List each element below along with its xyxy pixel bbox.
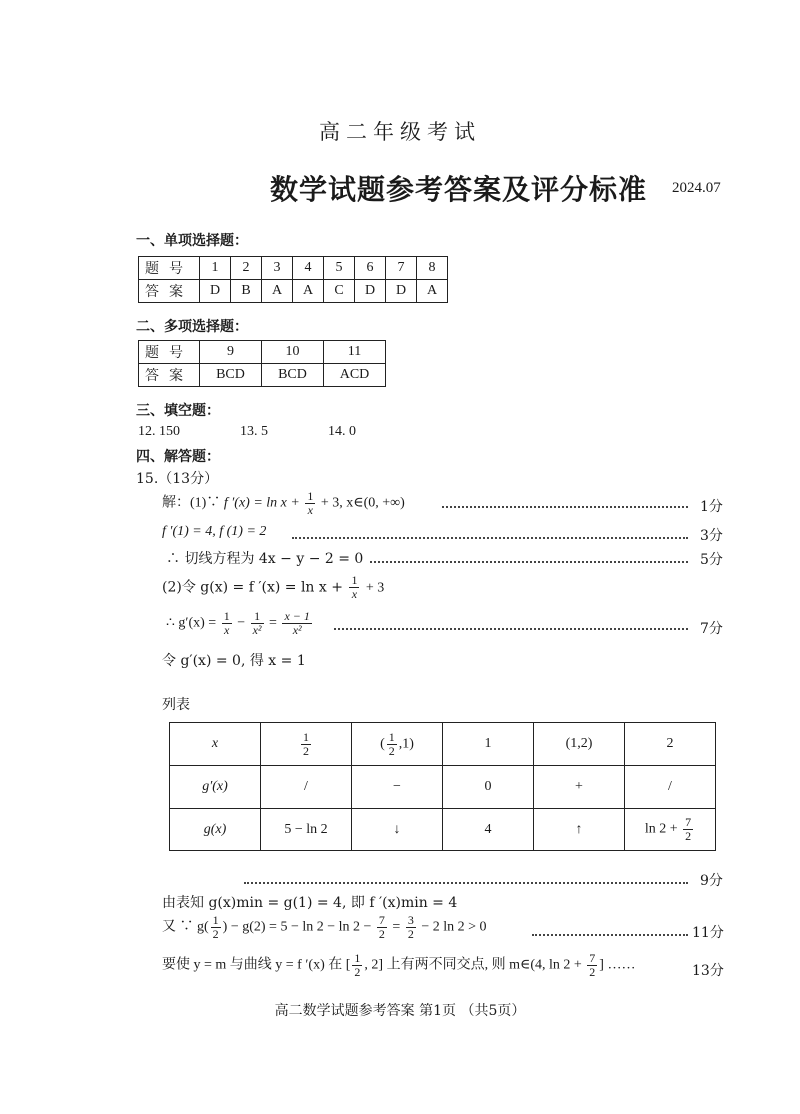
score-points: 3分 (700, 528, 723, 544)
page-footer: 高二数学试题参考答案 第1页 （共5页） (274, 1003, 526, 1019)
fraction (352, 952, 362, 979)
math-expression: ∴ g′(x) = (166, 615, 217, 631)
numerator: 1 (212, 913, 219, 927)
table-cell (625, 809, 716, 851)
numerator: 1 (388, 729, 395, 744)
table-cell: 5 − ln 2 (261, 809, 352, 851)
table-cell: / (261, 766, 352, 809)
table-cell: / (625, 766, 716, 809)
table-cell: 4 (443, 809, 534, 851)
answer-cell: D (355, 280, 386, 303)
section-heading-single-choice: 一、单项选择题： (136, 233, 248, 249)
table-cell: − (352, 766, 443, 809)
question-number: 9 (200, 341, 262, 364)
score-points: 11分 (692, 925, 724, 941)
question-number: 7 (386, 257, 417, 280)
fraction (377, 914, 387, 941)
numerator: 7 (685, 815, 692, 829)
question-number: 5 (324, 257, 355, 280)
table-row (139, 257, 448, 280)
table-row (139, 364, 386, 387)
table-row (170, 766, 716, 809)
answer-cell: A (262, 280, 293, 303)
denominator: x (307, 503, 313, 517)
table-cell (261, 723, 352, 766)
exam-subtitle: 高二年级考试 (319, 120, 481, 144)
fraction (305, 490, 315, 517)
answer-cell: D (200, 280, 231, 303)
table-cell: 2 (625, 723, 716, 766)
denominator: x² (292, 623, 302, 637)
row-label: 答案 (139, 280, 200, 303)
denominator: 2 (685, 829, 692, 843)
row-label: 答案 (139, 364, 200, 387)
answer-cell: BCD (200, 364, 262, 387)
dot-leader: …… (607, 957, 636, 973)
numerator: 1 (303, 729, 309, 744)
denominator: 2 (212, 927, 219, 941)
fraction (211, 914, 221, 941)
numerator: 1 (354, 951, 361, 965)
row-label: 题号 (139, 341, 200, 364)
section-heading-multiple-choice: 二、多项选择题： (136, 319, 248, 335)
fraction (683, 816, 693, 843)
math-expression: , 2] 上有两不同交点, 则 m∈(4, ln 2 + (364, 957, 582, 973)
answer-cell: A (293, 280, 324, 303)
question-number: 1 (200, 257, 231, 280)
fraction (222, 610, 232, 637)
fill-blank-answer: 14. 0 (328, 424, 356, 439)
question-number: 10 (262, 341, 324, 364)
answer-cell: BCD (262, 364, 324, 387)
score-points: 5分 (700, 552, 723, 568)
question-number: 3 (262, 257, 293, 280)
table-row (170, 809, 716, 851)
answer-cell: B (231, 280, 262, 303)
table-cell: g(x) (170, 809, 261, 851)
score-points: 7分 (700, 621, 723, 637)
solution-step-4 (162, 574, 384, 601)
numerator: 1 (251, 610, 264, 624)
answer-cell: A (417, 280, 448, 303)
table-cell: g′(x) (170, 766, 261, 809)
table-cell: x (170, 723, 261, 766)
math-expression: − 2 ln 2 > 0 (421, 919, 487, 935)
solution-step-6: 令 g′(x) = 0, 得 x = 1 (162, 653, 306, 669)
denominator: 2 (378, 927, 385, 941)
answer-cell: ACD (324, 364, 386, 387)
question-number: 11 (324, 341, 386, 364)
exam-date: 2024.07 (672, 180, 721, 196)
dot-leader (532, 934, 688, 936)
score-points: 1分 (700, 499, 723, 515)
answer-cell: D (386, 280, 417, 303)
conclusion-2 (162, 914, 487, 941)
solution-step-2: f ′(1) = 4, f (1) = 2 (162, 524, 267, 539)
interval-close: ,1) (398, 736, 414, 752)
fraction (251, 610, 264, 637)
denominator: x (224, 623, 230, 637)
conclusion-3 (162, 952, 635, 979)
dot-leader (442, 506, 688, 508)
math-expression: (2)令 g(x) = f ′(x) = ln x + (162, 579, 343, 596)
fraction (301, 731, 311, 758)
denominator: x (351, 587, 358, 601)
increasing-arrow-icon: ↑ (534, 809, 625, 851)
question-number: 6 (355, 257, 386, 280)
fraction (387, 731, 397, 758)
numerator: 1 (223, 609, 230, 623)
answer-cell: C (324, 280, 355, 303)
math-expression: 又 ∵ g( (162, 919, 209, 935)
row-label: 题号 (139, 257, 200, 280)
multiple-choice-answer-table (138, 340, 386, 387)
table-cell: (1,2) (534, 723, 625, 766)
interval-open: ( (380, 736, 385, 752)
table-cell: + (534, 766, 625, 809)
denominator: 2 (303, 743, 309, 758)
dot-leader (334, 628, 688, 630)
score-points: 13分 (692, 963, 724, 979)
monotonicity-table (169, 722, 716, 851)
numerator: 1 (351, 573, 358, 587)
numerator: 1 (307, 489, 314, 503)
fraction (587, 952, 597, 979)
fill-blank-answer: 12. 150 (138, 424, 180, 439)
math-expression: ] (599, 957, 604, 973)
numerator: 7 (378, 913, 385, 927)
numerator: 7 (589, 951, 596, 965)
dot-leader (244, 882, 688, 884)
decreasing-arrow-icon: ↓ (352, 809, 443, 851)
step-prefix: 解：(1)∵ (162, 495, 221, 511)
operator: = (269, 615, 277, 631)
conclusion-1: 由表知 g(x)min = g(1) = 4, 即 f ′(x)min = 4 (162, 895, 458, 911)
denominator: 2 (354, 965, 361, 979)
section-heading-fill-blank: 三、填空题： (136, 403, 220, 419)
table-row (139, 341, 386, 364)
fraction (406, 914, 416, 941)
question-number: 2 (231, 257, 262, 280)
dot-leader (292, 537, 688, 539)
fill-blank-answer: 13. 5 (240, 424, 268, 439)
math-expression: f ′(x) = ln x + (223, 495, 300, 511)
numerator: x − 1 (284, 609, 310, 623)
solution-step-3: ∴ 切线方程为 4x − y − 2 = 0 (166, 551, 364, 567)
solution-step-5 (166, 610, 314, 637)
denominator: x² (252, 623, 262, 637)
math-expression: ln 2 + (644, 821, 678, 837)
single-choice-answer-table (138, 256, 448, 303)
solution-step-1 (162, 490, 405, 517)
table-cell (352, 723, 443, 766)
dot-leader (370, 561, 688, 563)
fraction (282, 610, 311, 637)
operator: = (392, 919, 401, 935)
question-number: 8 (417, 257, 448, 280)
page-title: 数学试题参考答案及评分标准 (270, 173, 648, 206)
fraction (349, 574, 359, 601)
numerator: 3 (407, 913, 414, 927)
denominator: 2 (388, 743, 395, 758)
table-cell: 0 (443, 766, 534, 809)
denominator: 2 (589, 965, 596, 979)
math-expression: ) − g(2) = 5 − ln 2 − ln 2 − (222, 919, 372, 935)
table-cell: 1 (443, 723, 534, 766)
math-expression: + 3 (365, 580, 385, 596)
table-row (170, 723, 716, 766)
table-row (139, 280, 448, 303)
section-heading-solutions: 四、解答题： (136, 449, 220, 465)
math-expression: 要使 y = m 与曲线 y = f ′(x) 在 [ (162, 957, 351, 973)
math-expression: + 3, x∈(0, +∞) (320, 495, 405, 511)
problem-label: 15.（13分） (136, 471, 219, 487)
score-points: 9分 (700, 873, 723, 889)
denominator: 2 (407, 927, 414, 941)
list-label: 列表 (162, 697, 190, 713)
question-number: 4 (293, 257, 324, 280)
operator: − (237, 615, 246, 631)
